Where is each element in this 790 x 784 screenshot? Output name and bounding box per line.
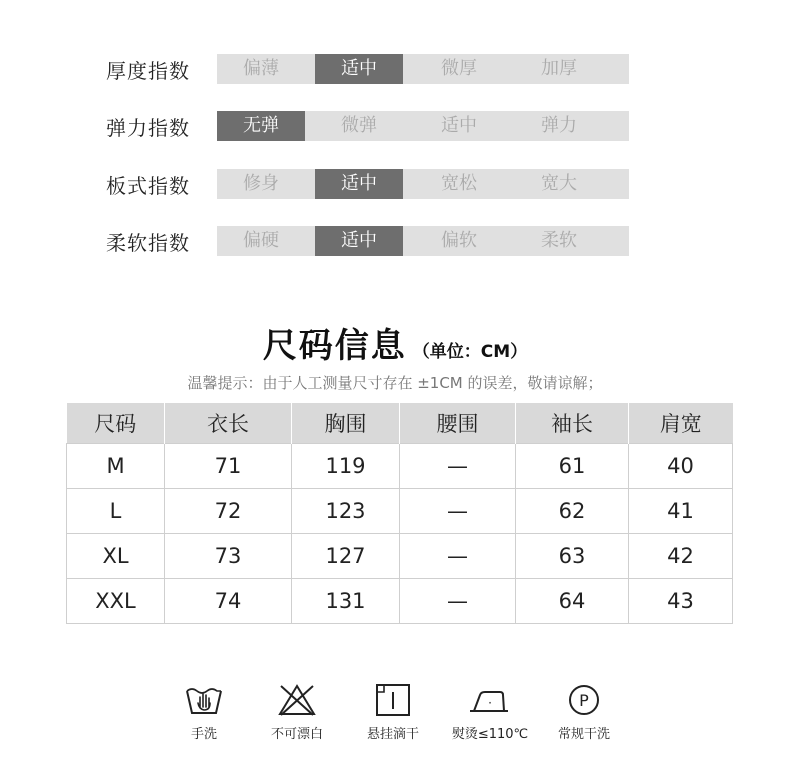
table-cell: L <box>67 489 165 534</box>
index-label: 柔软指数 <box>106 230 190 255</box>
table-row <box>67 534 733 579</box>
table-cell: 119 <box>292 444 400 489</box>
index-track <box>217 226 629 256</box>
table-cell: 72 <box>165 489 292 534</box>
drip-dry-icon <box>373 683 413 717</box>
table-cell: — <box>400 534 516 579</box>
size-info-unit: （单位：CM） <box>412 342 528 362</box>
care-item-hand-wash <box>164 683 244 742</box>
table-cell: 62 <box>516 489 629 534</box>
table-cell: 40 <box>629 444 733 489</box>
index-option: 加厚 <box>541 58 577 79</box>
index-label: 厚度指数 <box>106 58 190 83</box>
column-header: 尺码 <box>67 403 165 444</box>
index-track <box>217 54 629 84</box>
table-cell: — <box>400 489 516 534</box>
column-header: 胸围 <box>292 403 400 444</box>
care-label: 手洗 <box>190 727 217 742</box>
index-option: 偏软 <box>441 230 477 251</box>
table-cell: 42 <box>629 534 733 579</box>
care-label: 不可漂白 <box>270 727 323 742</box>
column-header: 肩宽 <box>629 403 733 444</box>
dry-clean-letter: P <box>579 691 589 710</box>
index-option: 偏薄 <box>243 58 279 79</box>
index-option: 修身 <box>243 173 279 194</box>
hand-wash-icon <box>184 683 224 717</box>
table-cell: 64 <box>516 579 629 624</box>
table-row <box>67 489 733 534</box>
care-item-iron <box>450 683 530 742</box>
index-option-selected: 无弹 <box>217 111 305 141</box>
index-row <box>106 54 577 84</box>
table-cell: XXL <box>67 579 165 624</box>
index-option: 弹力 <box>541 115 577 136</box>
table-cell: 41 <box>629 489 733 534</box>
index-option-selected: 适中 <box>315 54 403 84</box>
care-label: 常规干洗 <box>557 727 610 742</box>
index-row <box>106 169 577 199</box>
index-option-selected: 适中 <box>315 169 403 199</box>
index-option: 微弹 <box>341 115 377 136</box>
table-cell: 131 <box>292 579 400 624</box>
column-header: 衣长 <box>165 403 292 444</box>
index-option: 适中 <box>441 115 477 136</box>
table-cell: M <box>67 444 165 489</box>
size-info-title: 尺码信息 <box>262 326 407 366</box>
index-track <box>217 169 629 199</box>
care-item-dry-clean <box>544 683 624 742</box>
index-track <box>217 111 629 141</box>
iron-icon <box>468 683 512 717</box>
index-option-selected: 适中 <box>315 226 403 256</box>
care-item-drip-dry <box>353 683 433 742</box>
dry-clean-icon <box>564 683 604 717</box>
index-option: 宽松 <box>441 173 477 194</box>
measurement-tip: 温馨提示：由于人工测量尺寸存在 ±1CM 的误差，敬请谅解； <box>187 374 603 392</box>
table-cell: 73 <box>165 534 292 579</box>
table-cell: 63 <box>516 534 629 579</box>
table-cell: XL <box>67 534 165 579</box>
table-header-row <box>67 403 733 444</box>
table-row <box>67 444 733 489</box>
iron-dot: · <box>488 696 492 710</box>
table-cell: 43 <box>629 579 733 624</box>
table-cell: 61 <box>516 444 629 489</box>
index-option: 微厚 <box>441 58 477 79</box>
column-header: 袖长 <box>516 403 629 444</box>
table-cell: 127 <box>292 534 400 579</box>
table-cell: 123 <box>292 489 400 534</box>
size-info-heading <box>0 318 790 367</box>
table-cell: 71 <box>165 444 292 489</box>
index-row <box>106 111 577 141</box>
care-item-no-bleach <box>257 683 337 742</box>
care-label: 悬挂滴干 <box>366 727 419 742</box>
index-option: 柔软 <box>541 230 577 251</box>
index-label: 弹力指数 <box>106 115 190 140</box>
table-cell: — <box>400 579 516 624</box>
table-row <box>67 579 733 624</box>
table-cell: 74 <box>165 579 292 624</box>
no-bleach-icon <box>277 683 317 717</box>
column-header: 腰围 <box>400 403 516 444</box>
index-label: 板式指数 <box>106 173 190 198</box>
index-option: 偏硬 <box>243 230 279 251</box>
size-table <box>66 403 733 624</box>
table-cell: — <box>400 444 516 489</box>
index-row <box>106 226 577 256</box>
index-option: 宽大 <box>541 173 577 194</box>
care-label: 熨烫≤110℃ <box>451 727 529 742</box>
